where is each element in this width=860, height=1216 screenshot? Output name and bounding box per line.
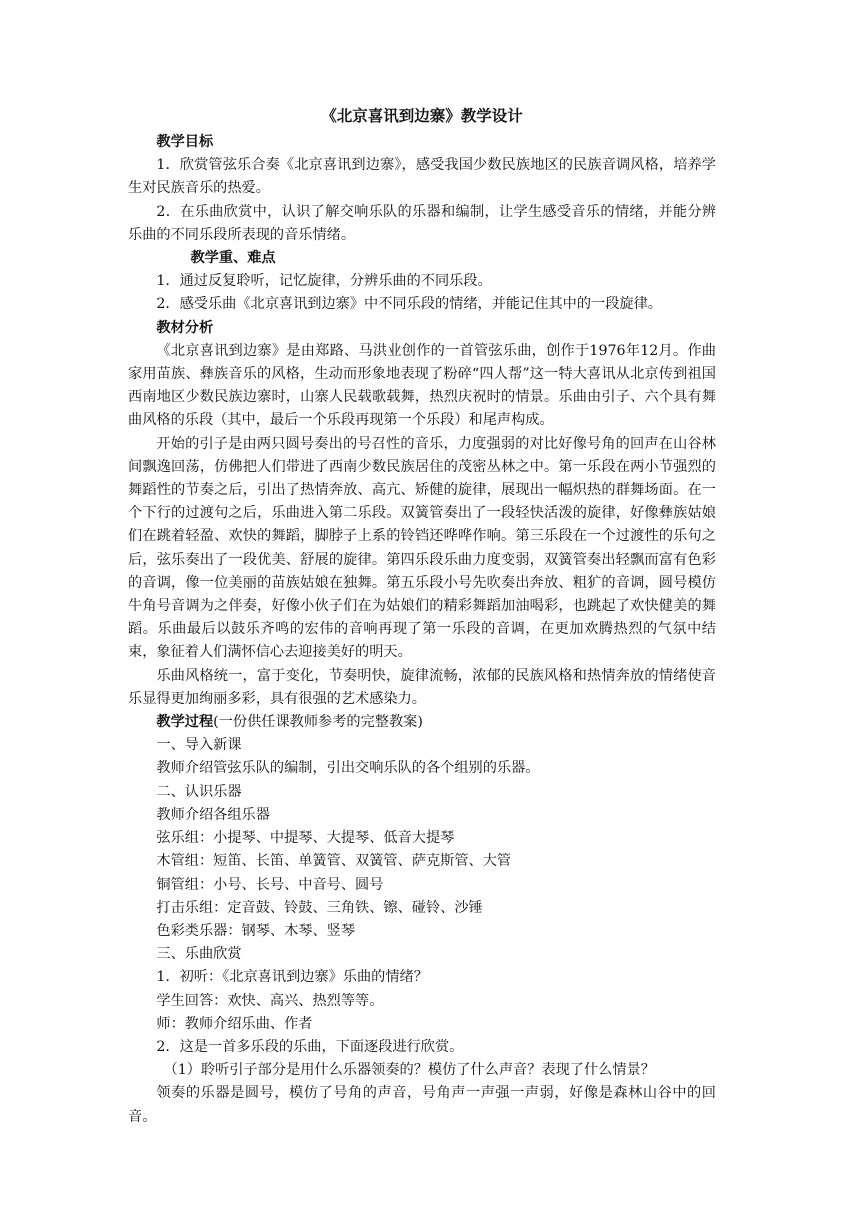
process-answer: 领奏的乐器是圆号，模仿了号角的声音，号角声一声强一声弱，好像是森林山谷中的回音。 xyxy=(128,1085,716,1125)
section-heading-analysis: 教材分析 xyxy=(156,319,214,336)
process-line: 2．这是一首多乐段的乐曲，下面逐段进行欣赏。 xyxy=(156,1038,464,1055)
process-line: 三、乐曲欣赏 xyxy=(156,946,242,963)
process-sub-question: （1）聆听引子部分是用什么乐器领奏的？模仿了什么声音？表现了什么情景？ xyxy=(163,1062,655,1079)
analysis-paragraph: 乐曲风格统一，富于变化，节奏明快，旋律流畅，浓郁的民族风格和热情奔放的情绪使音乐显得更加绚丽多彩，具有很强的艺术感染力。 xyxy=(128,667,716,707)
process-line: 教师介绍各组乐器 xyxy=(156,806,270,823)
analysis-paragraph: 开始的引子是由两只圆号奏出的号召性的音乐，力度强弱的对比好像号角的回声在山谷林间飘逸回荡，仿佛把人们带进了西南少数民族居住的茂密丛林之中。第一乐段在两小节强烈的舞蹈性的节奏之后，引出了热情奔放、高亢、矫健的旋律，展现出一幅炽热的群舞场面。在一个下行的过渡句之后，乐曲进入第二乐段。双簧管奏出了一段轻快活泼的旋律，好像彝族姑娘们在跳着轻盈、欢快的舞蹈，脚脖子上系的铃铛还哗哗作响。第三乐段在一个过渡性的乐句之后，弦乐奏出了一段优美、舒展的旋律。第四乐段乐曲力度变弱，双簧管奏出轻飘而富有色彩的音调，像一位美丽的苗族姑娘在独舞。第五乐段小号先吹奏出奔放、粗犷的音调，圆号模仿牛角号音调为之伴奏，好像小伙子们在为姑娘们的精彩舞蹈加油喝彩，也跳起了欢快健美的舞蹈。乐曲最后以鼓乐齐鸣的宏伟的音响再现了第一乐段的音调，在更加欢腾热烈的气氛中结束，象征着人们满怀信心去迎接美好的明天。 xyxy=(128,435,716,661)
process-line: 色彩类乐器：钢琴、木琴、竖琴 xyxy=(156,922,356,939)
keypoint-item: 1．通过反复聆听，记忆旋律，分辨乐曲的不同乐段。 xyxy=(156,273,492,290)
process-line: 教师介绍管弦乐队的编制，引出交响乐队的各个组别的乐器。 xyxy=(156,760,540,777)
section-heading-keypoints: 教学重、难点 xyxy=(190,250,276,267)
section-heading-process: 教学过程 xyxy=(156,714,214,731)
keypoint-item: 2．感受乐曲《北京喜讯到边寨》中不同乐段的情绪，并能记住其中的一段旋律。 xyxy=(156,296,662,313)
process-line: 二、认识乐器 xyxy=(156,783,242,800)
goal-item: 1．欣赏管弦乐合奏《北京喜讯到边寨》，感受我国少数民族地区的民族音调风格，培养学生对民族音乐的热爱。 xyxy=(128,157,716,197)
process-line: 铜管组：小号、长号、中音号、圆号 xyxy=(156,876,384,893)
process-line: 师：教师介绍乐曲、作者 xyxy=(156,1015,313,1032)
process-heading-note: (一份供任课教师参考的完整教案) xyxy=(213,714,423,731)
document-title: 《北京喜讯到边寨》教学设计 xyxy=(321,107,523,125)
process-line: 木管组：短笛、长笛、单簧管、双簧管、萨克斯管、大管 xyxy=(156,853,512,870)
process-line: 弦乐组：小提琴、中提琴、大提琴、低音大提琴 xyxy=(156,830,455,847)
process-line: 1．初听：《北京喜讯到边寨》乐曲的情绪？ xyxy=(156,969,428,986)
document-page xyxy=(128,103,716,1129)
analysis-paragraph: 《北京喜讯到边寨》是由郑路、马洪业创作的一首管弦乐曲，创作于1976年12月。作曲家用苗族、彝族音乐的风格，生动而形象地表现了粉碎“四人帮”这一特大喜讯从北京传到祖国西南地区少数民族边寨时，山寨人民载歌载舞，热烈庆祝时的情景。乐曲由引子、六个具有舞曲风格的乐段（其中，最后一个乐段再现第一个乐段）和尾声构成。 xyxy=(128,342,716,429)
goal-item: 2．在乐曲欣赏中，认识了解交响乐队的乐器和编制，让学生感受音乐的情绪，并能分辨乐曲的不同乐段所表现的音乐情绪。 xyxy=(128,203,716,243)
process-line: 学生回答：欢快、高兴、热烈等等。 xyxy=(156,992,384,1009)
section-heading-goals: 教学目标 xyxy=(156,134,214,150)
process-line: 打击乐组：定音鼓、铃鼓、三角铁、镲、碰铃、沙锤 xyxy=(156,899,483,916)
process-line: 一、导入新课 xyxy=(156,737,242,754)
section-heading-process-line xyxy=(128,711,716,734)
